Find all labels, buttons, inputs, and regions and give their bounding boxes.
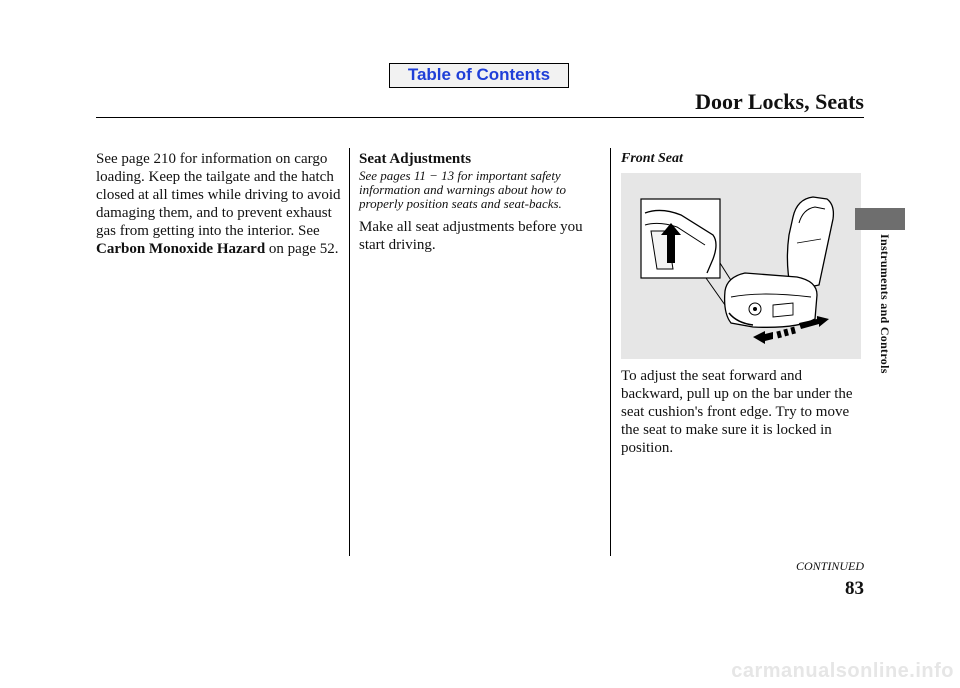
section-side-label: Instruments and Controls: [878, 234, 892, 374]
page-title: Door Locks, Seats: [695, 89, 864, 114]
seat-adjustments-heading: Seat Adjustments: [359, 151, 472, 167]
watermark: carmanualsonline.info: [731, 660, 954, 682]
column-3: [621, 150, 861, 457]
column-divider-1: [349, 148, 350, 556]
page-number: 83: [845, 578, 864, 599]
safety-note: See pages 11 − 13 for important safety information and warnings about how to properly position seats and seat-backs.: [359, 168, 566, 211]
table-of-contents-button[interactable]: Table of Contents: [389, 63, 569, 88]
continued-label: CONTINUED: [795, 559, 864, 573]
section-tab-marker: [855, 208, 905, 230]
header-rule: [96, 117, 864, 118]
column-2: [359, 150, 604, 254]
seat-adjustments-body: Make all seat adjustments before you start driving.: [359, 219, 583, 253]
column-1: [96, 150, 346, 258]
column-divider-2: [610, 148, 611, 556]
cargo-paragraph: See page 210 for information on cargo loading. Keep the tailgate and the hatch closed at all times while driving to avoid damaging them, and to prevent exhaust gas from getting into the interior. See Carbon Monoxide Hazard on page 52.: [96, 151, 341, 257]
front-seat-body: To adjust the seat forward and backward, pull up on the bar under the seat cushion's front edge. Try to move the seat to make sure it is locked in position.: [621, 368, 853, 456]
front-seat-heading: Front Seat: [621, 151, 683, 166]
front-seat-illustration: [621, 173, 861, 359]
seat-adjustment-diagram: [621, 173, 861, 359]
carbon-monoxide-link-text: Carbon Monoxide Hazard: [96, 241, 266, 257]
